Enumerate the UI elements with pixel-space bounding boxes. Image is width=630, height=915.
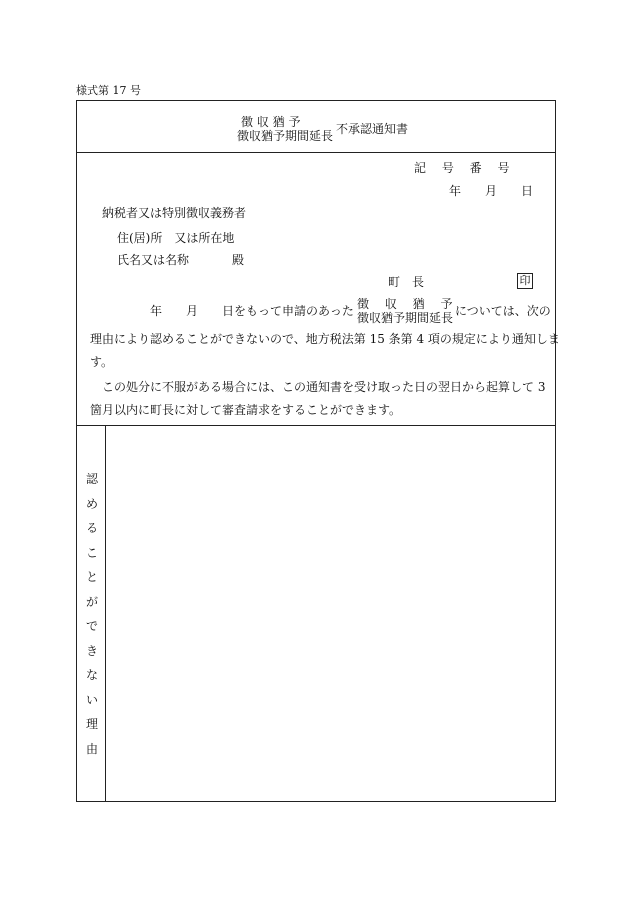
reason-label-char: こ (86, 545, 99, 560)
honorific: 殿 (232, 253, 245, 267)
body-line3: す。 (90, 355, 114, 369)
body-continuation: については、次の (455, 304, 551, 318)
reason-label-char: 認 (86, 472, 99, 486)
option-extension: 徴収猶予期間延長 (357, 311, 454, 325)
reason-label-char: い (86, 692, 99, 707)
reason-label-divider (105, 425, 106, 802)
reason-label-char: が (86, 594, 99, 609)
recipient-label: 納税者又は特別徴収義務者 (102, 206, 247, 220)
option-deferral: 徴 収 猶 予 (357, 297, 453, 311)
recipient-address: 住(居)所 又は所在地 (117, 231, 235, 245)
title-line1: 徴 収 猶 予 (241, 115, 301, 129)
appeal-line1: この処分に不服がある場合には、この通知書を受け取った日の翌日から起算して 3 (102, 380, 546, 394)
application-date-text: 年 月 日をもって申請のあった (150, 304, 354, 318)
sender-title: 町 長 (388, 275, 425, 289)
reason-label-char: る (86, 521, 99, 535)
reason-label-char: め (86, 496, 99, 511)
title-divider (76, 152, 556, 153)
reason-label-char: で (86, 619, 99, 633)
body-line2: 理由により認めることができないので、地方税法第 15 条第 4 項の規定により通知しま (90, 332, 560, 346)
reason-label-char: な (86, 668, 99, 682)
issue-date: 年 月 日 (449, 184, 534, 198)
reason-label-char: き (86, 643, 99, 658)
reason-label-char: と (86, 570, 99, 584)
title-line2: 徴収猶予期間延長 (237, 129, 334, 143)
form-number: 様式第 17 号 (76, 84, 141, 97)
recipient-name: 氏名又は名称 (117, 253, 190, 267)
title-suffix: 不承認通知書 (336, 122, 409, 136)
reason-label-char: 理 (86, 717, 99, 731)
record-number: 記 号 番 号 (414, 161, 510, 175)
reason-divider (76, 425, 556, 426)
appeal-line2: 箇月以内に町長に対して審査請求をすることができます。 (90, 403, 402, 417)
seal-mark: 印 (517, 273, 533, 289)
reason-label-char: 由 (86, 741, 99, 756)
